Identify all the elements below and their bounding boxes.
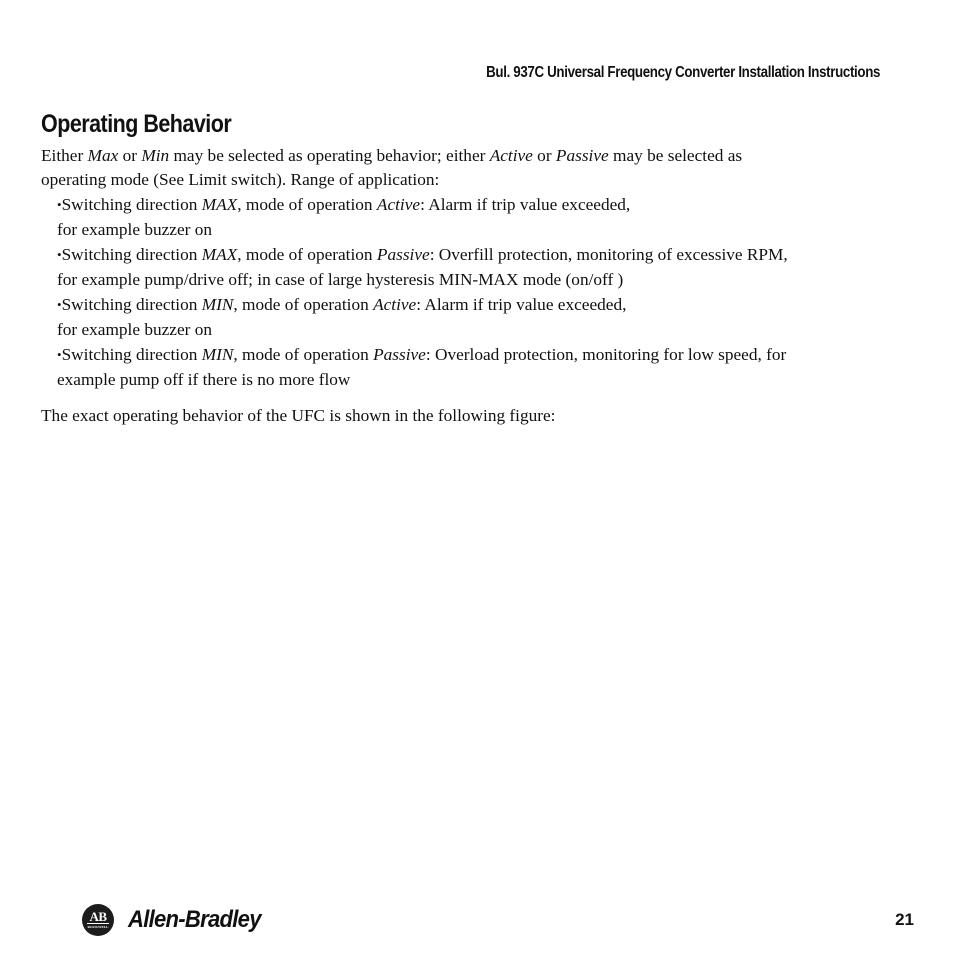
brand-wordmark: Allen-Bradley	[128, 906, 261, 933]
item-text: : Overload protection, monitoring for low speed, for	[425, 345, 787, 364]
item-text: Switching direction	[61, 295, 202, 314]
item-text: example pump off if there is no more flow	[57, 369, 351, 389]
term-active: Active	[489, 146, 533, 165]
list-item	[57, 243, 887, 291]
bullet-icon: •	[57, 297, 62, 312]
item-text: : Alarm if trip value exceeded,	[420, 195, 631, 214]
list-item	[57, 343, 887, 391]
item-direction: MAX	[201, 245, 238, 264]
item-text: for example buzzer on	[57, 219, 212, 239]
item-mode: Active	[376, 195, 421, 214]
intro-text: or	[118, 146, 142, 165]
list-item	[57, 193, 887, 241]
page-number: 21	[895, 910, 914, 929]
intro-text: Either	[41, 146, 88, 165]
intro-text: may be selected as	[608, 146, 743, 165]
item-text: Switching direction	[61, 345, 202, 364]
ab-badge-icon	[82, 904, 114, 936]
item-mode: Passive	[376, 245, 430, 264]
item-mode: Passive	[373, 345, 426, 364]
ab-small-text: ROCKWELL	[87, 925, 109, 929]
item-text: , mode of operation	[237, 245, 377, 264]
item-text: : Overfill protection, monitoring of excessive RPM,	[429, 245, 788, 264]
intro-paragraph	[41, 144, 871, 192]
term-passive: Passive	[555, 146, 609, 165]
item-text: : Alarm if trip value exceeded,	[416, 295, 627, 314]
item-text: , mode of operation	[233, 345, 374, 364]
item-mode: Active	[373, 295, 417, 314]
item-text: Switching direction	[61, 245, 202, 264]
allen-bradley-logo	[82, 904, 272, 936]
item-text: for example pump/drive off; in case of large hysteresis MIN-MAX mode (on/off )	[57, 269, 624, 289]
bullet-icon: •	[57, 197, 62, 212]
bullet-icon: •	[57, 347, 62, 362]
term-max: Max	[87, 146, 119, 165]
item-direction: MAX	[201, 195, 238, 214]
ab-letters: AB	[89, 909, 107, 924]
item-text: , mode of operation	[233, 295, 374, 314]
outro-paragraph: The exact operating behavior of the UFC is shown in the following figure:	[41, 406, 556, 425]
intro-text: or	[532, 146, 556, 165]
term-min: Min	[141, 146, 170, 165]
item-text: , mode of operation	[237, 195, 377, 214]
intro-text: operating mode (See Limit switch). Range of application:	[41, 170, 440, 189]
item-direction: MIN	[201, 295, 234, 314]
list-item	[57, 293, 887, 341]
intro-text: may be selected as operating behavior; either	[169, 146, 490, 165]
section-heading: Operating Behavior	[41, 110, 232, 138]
bullet-icon: •	[57, 247, 62, 262]
application-list	[57, 193, 887, 393]
running-header: Bul. 937C Universal Frequency Converter Installation Instructions	[486, 64, 880, 81]
item-direction: MIN	[201, 345, 234, 364]
item-text: Switching direction	[61, 195, 202, 214]
item-text: for example buzzer on	[57, 319, 212, 339]
